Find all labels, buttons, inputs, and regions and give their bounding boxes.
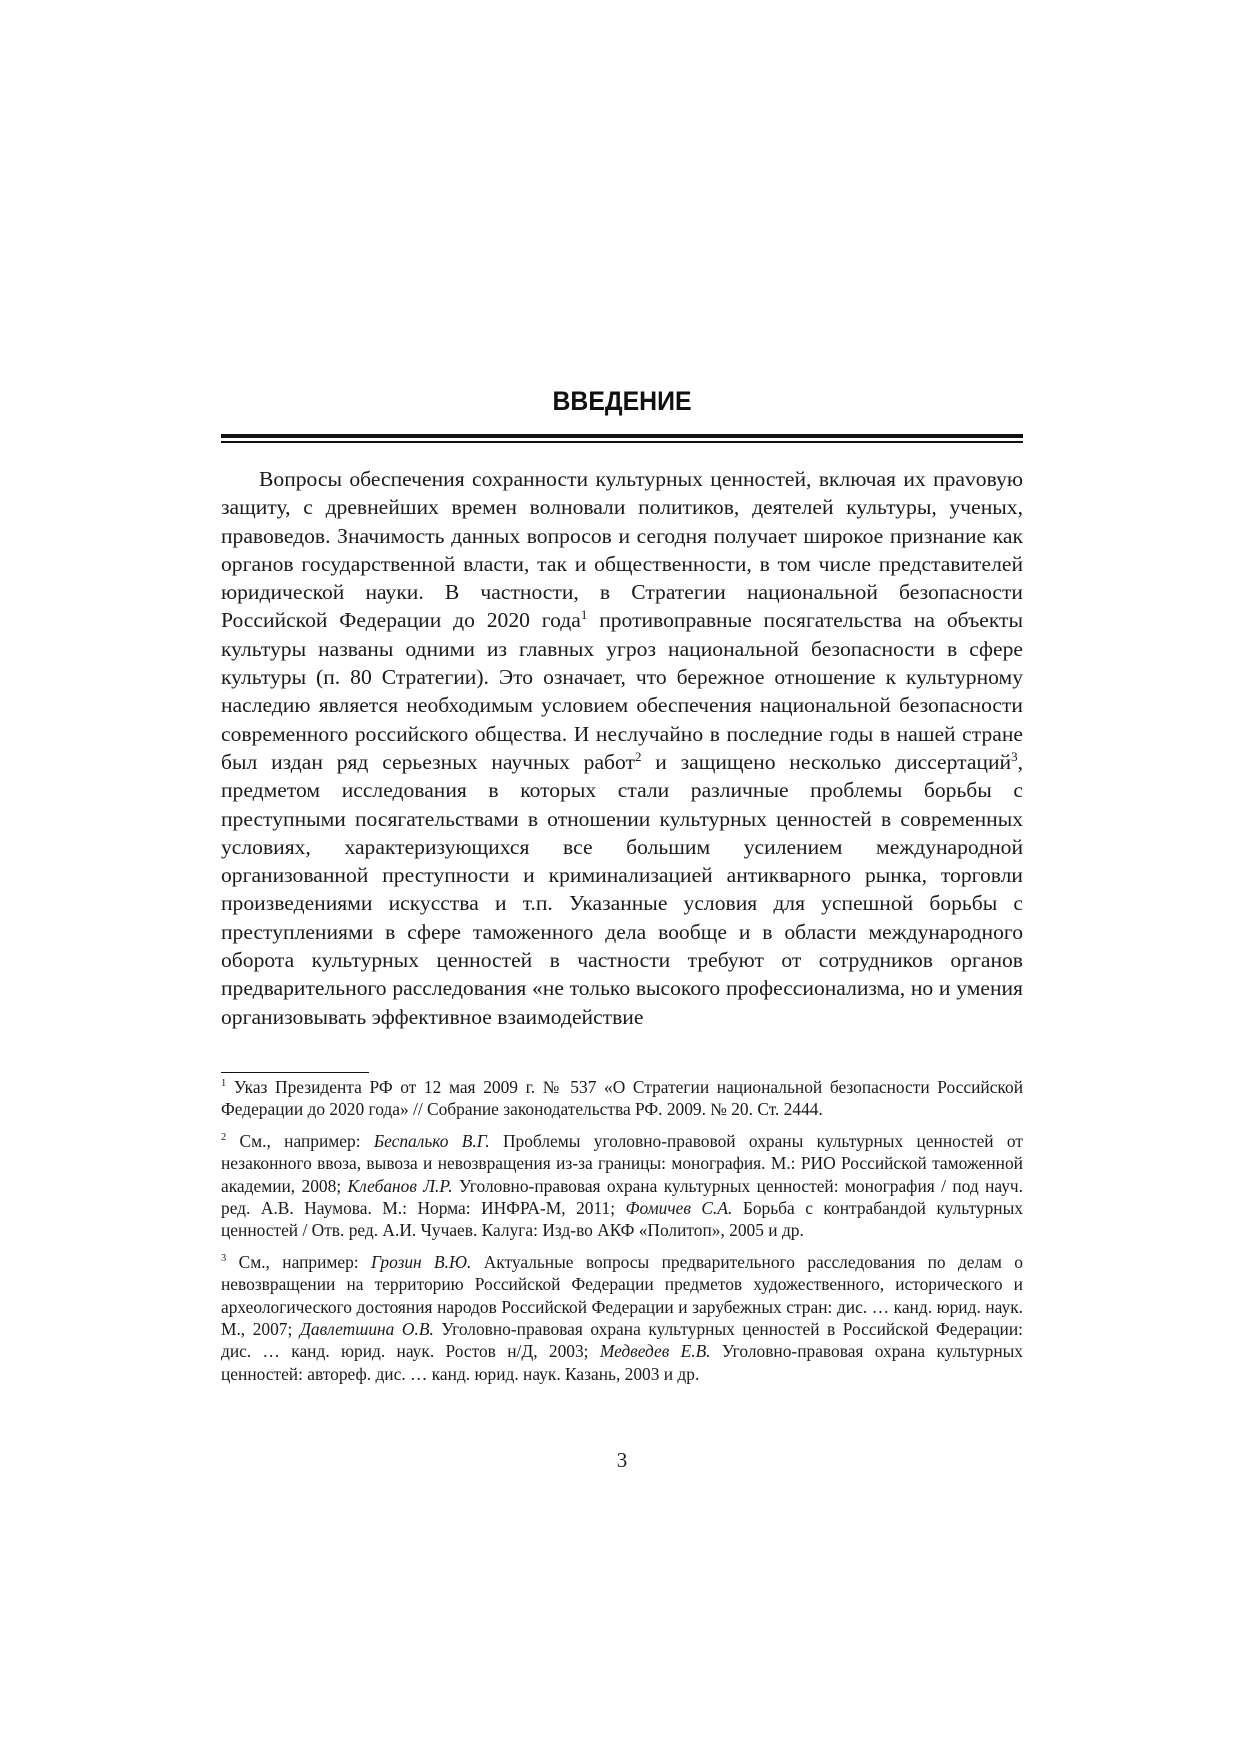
footnote-3-author: Медведев Е.В. xyxy=(599,1341,711,1362)
footnote-2-author: Беспалько В.Г. xyxy=(373,1130,490,1151)
footnote-2-text: Борьба с контрабандой культурных ценностей / Отв. ред. А.И. Чучаев. Калуга: Изд-во АКФ «Политоп», 2005 и др. xyxy=(221,1198,1023,1241)
footnote-3-number: 3 xyxy=(221,1253,227,1265)
footnote-ref-1: 1 xyxy=(580,607,588,623)
footnote-3-text: Актуальные вопросы предварительного расследования по делам о невозвращении на территорию Российской Федерации предметов художественного, исторического и археологического достояния народов Российской Федерации и зарубежных стран: дис. … канд. юрид. наук. М., 2007; xyxy=(221,1251,1023,1340)
footnote-2-text: Проблемы уголовно-правовой охраны культурных ценностей от незаконного ввоза, вывоза и невозвращения из-за границы: монография. М.: РИО Российской таможенной академии, 2008; xyxy=(221,1130,1023,1196)
heading-rule-thin xyxy=(221,441,1023,443)
footnote-3-text: См., например: xyxy=(226,1251,371,1272)
body-text-part-1: Вопросы обеспечения сохранности культурных ценностей, включая их праvовую защиту, с древнейших времен волновали политиков, деятелей культуры, ученых, правоведов. Значимость данных вопросов и сегодня получает широкое признание как органов государственной власти, так и общественности, в том числе представителей юридической науки. В частности, в Стратегии национальной безопасности Российской Федерации до 2020 года xyxy=(221,467,1023,633)
footnote-3-author: Давлетшина О.В. xyxy=(299,1319,434,1340)
introduction-paragraph xyxy=(221,465,1023,1031)
body-text-part-3: и защищено несколько диссертаций xyxy=(641,749,1012,774)
chapter-heading: ВВЕДЕНИЕ xyxy=(552,386,692,416)
book-page xyxy=(221,0,1023,1755)
footnote-2-number: 2 xyxy=(221,1132,227,1144)
footnote-2-author: Клебанов Л.Р. xyxy=(347,1175,453,1196)
footnote-2-author: Фомичев С.А. xyxy=(625,1198,733,1219)
footnote-ref-2: 2 xyxy=(635,748,642,764)
footnote-3-text: Уголовно-правовая охрана культурных ценностей в Российской Федерации: дис. … канд. юрид. наук. Ростов н/Д, 2003; xyxy=(221,1319,1024,1362)
body-text-part-4: , предметом исследования в которых стали различные проблемы борьбы с преступными посягательствами в отношении культурных ценностей в современных условиях, характеризующихся все большим усилением международной организованной преступности и криминализацией антикварного рынка, торговли произведениями искусства и т.п. Указанные условия для успешной борьбы с преступлениями в сфере таможенного дела вообще и в области международного оборота культурных ценностей в частности требуют от сотрудников органов предварительного расследования «не только высокого профессионализма, но и умения организовывать эффективное взаимодействие xyxy=(221,749,1023,1029)
footnote-2-text: См., например: xyxy=(226,1130,374,1151)
page-number: 3 xyxy=(616,1448,628,1472)
footnote-3-text: Уголовно-правовая охрана культурных ценностей: автореф. дис. … канд. юрид. наук. Казань, 2003 и др. xyxy=(221,1341,1023,1384)
footnote-2 xyxy=(221,1130,1023,1242)
footnote-3-author: Грозин В.Ю. xyxy=(371,1251,472,1272)
footnote-separator xyxy=(221,1072,369,1073)
footnote-1 xyxy=(221,1076,1023,1121)
heading-rule-thick xyxy=(221,434,1023,438)
footnote-2-text: Уголовно-правовая охрана культурных ценностей: монография / под науч. ред. А.В. Наумова. М.: Норма: ИНФРА-М, 2011; xyxy=(221,1175,1023,1219)
body-text-part-2: противоправные посягательства на объекты культуры названы одними из главных угроз национальной безопасности в сфере культуры (п. 80 Стратегии). Это означает, что бережное отношение к культурному наследию является необходимым условием обеспечения национальной безопасности современного российского общества. И неслучайно в последние годы в нашей стране был издан ряд серьезных научных работ xyxy=(221,608,1023,774)
footnote-ref-3: 3 xyxy=(1011,748,1018,764)
footnotes xyxy=(221,1076,1023,1394)
footnote-1-text: Указ Президента РФ от 12 мая 2009 г. № 537 «О Стратегии национальной безопасности Российской Федерации до 2020 года» // Собрание законодательства РФ. 2009. № 20. Ст. 2444. xyxy=(221,1077,1023,1120)
footnote-3 xyxy=(221,1251,1023,1385)
footnote-1-number: 1 xyxy=(221,1078,227,1090)
